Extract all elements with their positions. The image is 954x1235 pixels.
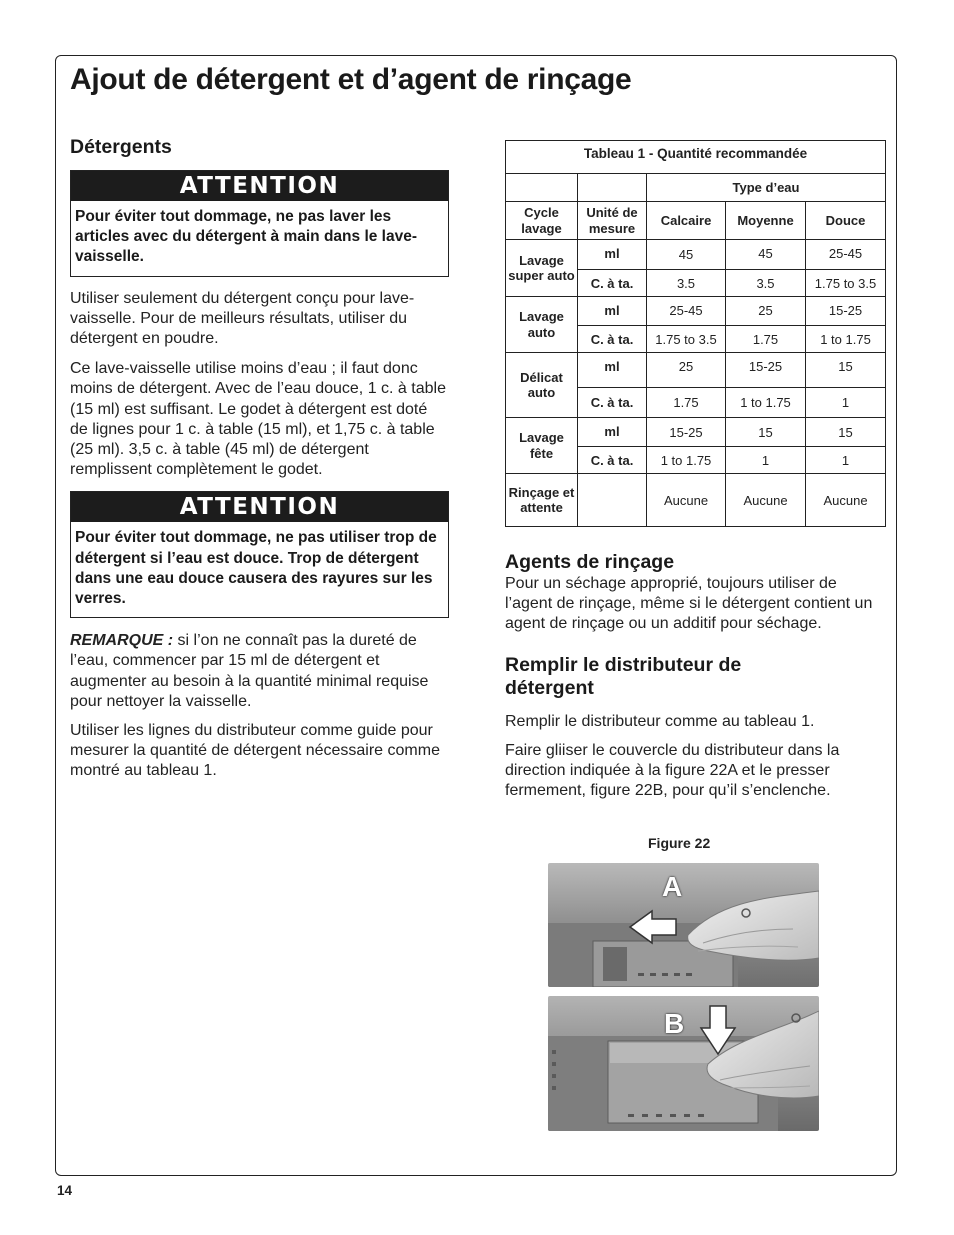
value-cell: 25 xyxy=(726,297,806,326)
col-header-douce: Douce xyxy=(806,202,886,240)
value-cell: 1 xyxy=(726,447,806,474)
page-title: Ajout de détergent et d’agent de rinçage xyxy=(70,63,632,96)
value-cell: 15 xyxy=(806,418,886,447)
paragraph-less-water: Ce lave-vaisselle utilise moins d’eau ; il faut donc moins de détergent. Avec de l’eau douce, 1 c. à table (15 ml) est suffisant. Le godet à détergent est doté de lignes pour 1 c. à table (15 ml), et 1,75 c. à table (25 ml). 3,5 c. à table (45 ml) de détergent remplissent complètement le godet. xyxy=(70,360,446,479)
figure-22b-photo xyxy=(548,996,819,1131)
unit-cell: ml xyxy=(578,353,647,388)
col-header-calcaire: Calcaire xyxy=(647,202,726,240)
attention-text-2: Pour éviter tout dommage, ne pas utiliser trop de détergent si l’eau est douce. Trop de détergent dans une eau douce causera des rayures sur les verres. xyxy=(75,529,437,608)
value-cell: Aucune xyxy=(726,474,806,527)
unit-cell: ml xyxy=(578,297,647,326)
table-empty-cell xyxy=(578,474,647,527)
rinse-agents-text: Pour un séchage approprié, toujours utiliser de l’agent de rinçage, même si le détergent contient un agent de rinçage ou un additif pour séchage. xyxy=(505,575,873,633)
value-cell: 45 xyxy=(647,240,726,270)
table-row xyxy=(506,418,886,447)
fill-dispenser-heading: Remplir le distributeur de détergent xyxy=(505,653,742,699)
cycle-name: Rinçage et attente xyxy=(506,474,578,527)
value-cell: 1 xyxy=(806,447,886,474)
value-cell: 15 xyxy=(806,353,886,388)
value-cell: 25-45 xyxy=(806,240,886,270)
value-cell: 1 to 1.75 xyxy=(806,326,886,353)
value-cell: 25-45 xyxy=(647,297,726,326)
value-cell: Aucune xyxy=(647,474,726,527)
value-cell: 45 xyxy=(726,240,806,270)
cycle-name: Lavage auto xyxy=(506,297,578,353)
unit-cell: ml xyxy=(578,240,647,270)
cycle-name: Lavage fête xyxy=(506,418,578,474)
attention-box-2 xyxy=(70,491,449,618)
table-row xyxy=(506,240,886,270)
rinse-agents-heading: Agents de rinçage xyxy=(505,551,675,573)
table-row xyxy=(506,297,886,326)
unit-cell: ml xyxy=(578,418,647,447)
figure-label-a: A xyxy=(662,871,683,902)
table-row xyxy=(506,474,886,527)
unit-cell: C. à ta. xyxy=(578,270,647,297)
left-column xyxy=(70,136,448,782)
paragraph-detergent-type: Utiliser seulement du détergent conçu pour lave-vaisselle. Pour de meilleurs résultats, utiliser du détergent en poudre. xyxy=(70,289,415,348)
figure-label-b: B xyxy=(664,1008,685,1039)
paragraph-dispenser-lines: Utiliser les lignes du distributeur comme guide pour mesurer la quantité de détergent nécessaire comme montré au tableau 1. xyxy=(70,722,440,780)
table-empty-cell xyxy=(506,174,578,202)
figure-22a-illustration xyxy=(548,863,819,987)
col-header-unit: Unité de mesure xyxy=(578,202,647,240)
unit-cell: C. à ta. xyxy=(578,447,647,474)
value-cell: 1 xyxy=(806,388,886,418)
note-paragraph xyxy=(70,631,448,712)
unit-cell: C. à ta. xyxy=(578,326,647,353)
fill-dispenser-text-1: Remplir le distributeur comme au tableau 1. xyxy=(505,712,815,730)
value-cell: 1 to 1.75 xyxy=(647,447,726,474)
attention-label-1: ATTENTION xyxy=(71,171,448,201)
figure-22a-photo xyxy=(548,863,819,987)
cycle-name: Délicat auto xyxy=(506,353,578,418)
table-row xyxy=(506,353,886,388)
value-cell: 1.75 xyxy=(647,388,726,418)
attention-text-1: Pour éviter tout dommage, ne pas laver les articles avec du détergent à main dans le lave-vaisselle. xyxy=(75,208,418,266)
value-cell: 3.5 xyxy=(647,270,726,297)
col-header-cycle: Cycle lavage xyxy=(506,202,578,240)
page-number: 14 xyxy=(57,1183,73,1198)
table-caption: Tableau 1 - Quantité recommandée xyxy=(506,141,886,174)
figure-caption: Figure 22 xyxy=(648,835,711,851)
value-cell: 15-25 xyxy=(726,353,806,388)
attention-box-1 xyxy=(70,170,449,277)
table-empty-cell xyxy=(578,174,647,202)
value-cell: Aucune xyxy=(806,474,886,527)
value-cell: 1.75 to 3.5 xyxy=(647,326,726,353)
attention-label-2: ATTENTION xyxy=(71,492,448,522)
value-cell: 15-25 xyxy=(647,418,726,447)
value-cell: 15 xyxy=(726,418,806,447)
fill-dispenser-text-2: Faire gliiser le couvercle du distributeur dans la direction indiquée à la figure 22A et le presser fermement, figure 22B, pour qu’il s’enclenche. xyxy=(505,741,840,800)
col-header-moyenne: Moyenne xyxy=(726,202,806,240)
note-text: si l’on ne connaît pas la dureté de l’eau, commencer par 15 ml de détergent et augmenter au besoin à la quantité minimal requise pour nettoyer la vaisselle. xyxy=(70,632,429,710)
detergents-heading: Détergents xyxy=(70,136,172,158)
water-type-header: Type d’eau xyxy=(647,174,886,202)
value-cell: 15-25 xyxy=(806,297,886,326)
value-cell: 1.75 xyxy=(726,326,806,353)
note-label: REMARQUE : xyxy=(70,632,174,650)
recommended-quantity-table xyxy=(505,140,886,527)
value-cell: 25 xyxy=(647,353,726,388)
right-column xyxy=(505,140,885,801)
cycle-name: Lavage super auto xyxy=(506,240,578,297)
value-cell: 1 to 1.75 xyxy=(726,388,806,418)
value-cell: 3.5 xyxy=(726,270,806,297)
unit-cell: C. à ta. xyxy=(578,388,647,418)
value-cell: 1.75 to 3.5 xyxy=(806,270,886,297)
